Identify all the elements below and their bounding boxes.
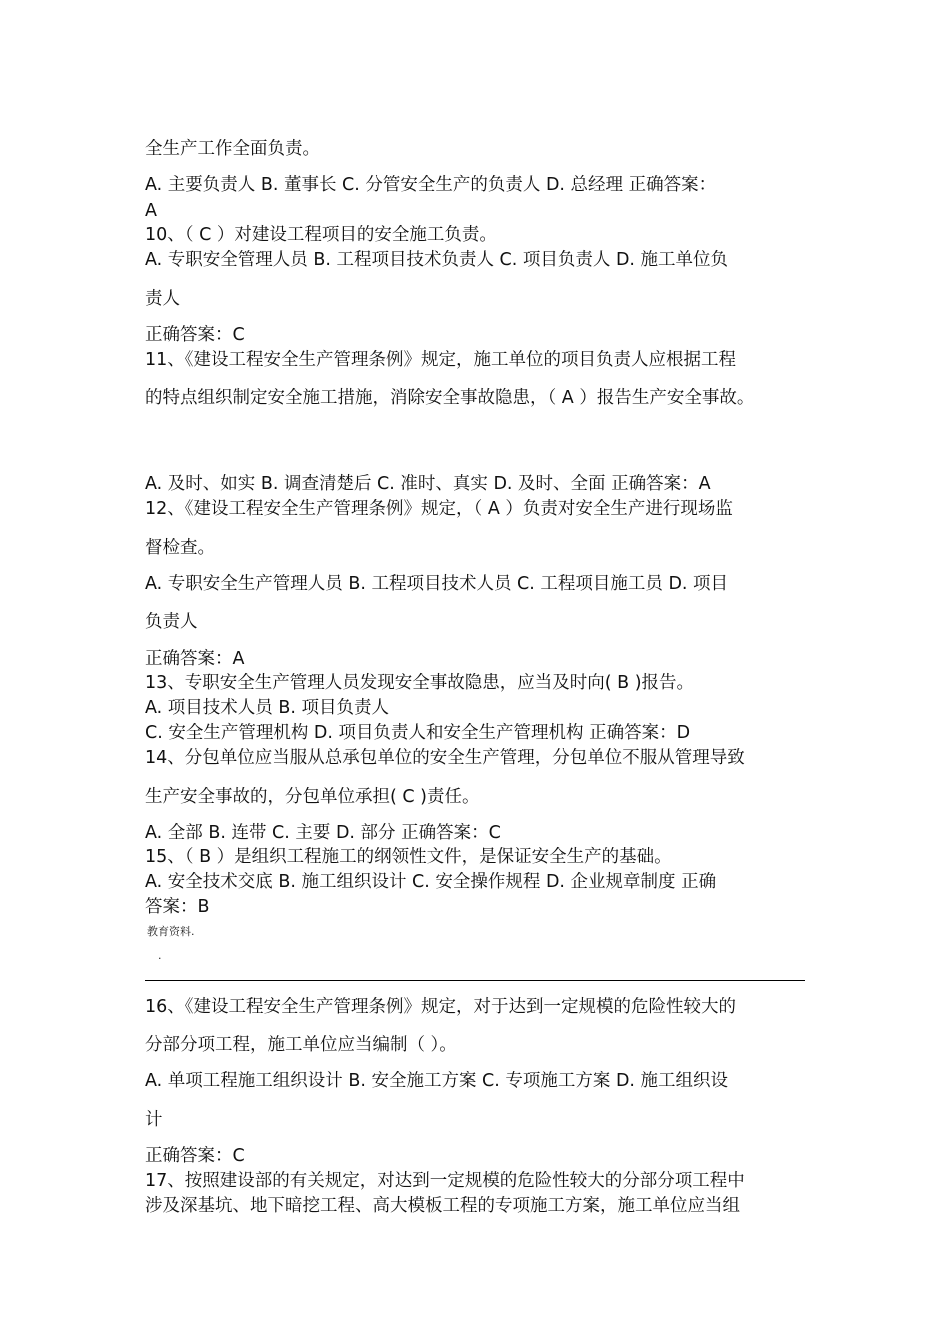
text-line: 责人 [145,289,180,309]
text-line: A. 及时、如实 B. 调查清楚后 C. 准时、真实 D. 及时、全面 正确答案：A [145,474,711,494]
text-line: 10、（ C ）对建设工程项目的安全施工负责。 [145,225,497,245]
text-line: 11、《建设工程安全生产管理条例》规定，施工单位的项目负责人应根据工程 [145,350,737,370]
text-line: 正确答案：C [145,325,245,345]
text-line: 计 [145,1110,163,1130]
text-line: A. 主要负责人 B. 董事长 C. 分管安全生产的负责人 D. 总经理 正确答案： [145,175,717,195]
text-line: 涉及深基坑、地下暗挖工程、高大模板工程的专项施工方案，施工单位应当组 [145,1196,740,1216]
text-line: C. 安全生产管理机构 D. 项目负责人和安全生产管理机构 正确答案：D [145,723,691,743]
text-line: A. 专职安全管理人员 B. 工程项目技术负责人 C. 项目负责人 D. 施工单位负 [145,250,729,270]
text-line: 15、（ B ）是组织工程施工的纲领性文件，是保证安全生产的基础。 [145,847,672,867]
text-line: 12、《建设工程安全生产管理条例》规定，（ A ）负责对安全生产进行现场监 [145,499,733,519]
text-line: A. 全部 B. 连带 C. 主要 D. 部分 正确答案：C [145,823,501,843]
text-line: 的特点组织制定安全施工措施，消除安全事故隐患，（ A ）报告生产安全事故。 [145,388,755,408]
text-line: 全生产工作全面负责。 [145,139,320,159]
text-line: 答案：B [145,897,210,917]
text-line: A [145,201,157,221]
text-line: 督检查。 [145,538,215,558]
footer-dot: . [158,949,162,962]
text-line: A. 项目技术人员 B. 项目负责人 [145,698,389,718]
text-line: 正确答案：A [145,649,245,669]
text-line: 17、按照建设部的有关规定，对达到一定规模的危险性较大的分部分项工程中 [145,1171,745,1191]
footer-note: 教育资料. [147,925,195,938]
text-line: A. 专职安全生产管理人员 B. 工程项目技术人员 C. 工程项目施工员 D. 项目 [145,574,729,594]
page-divider [145,980,805,981]
text-line: 负责人 [145,612,198,632]
text-line: A. 单项工程施工组织设计 B. 安全施工方案 C. 专项施工方案 D. 施工组织设 [145,1071,729,1091]
text-line: 14、分包单位应当服从总承包单位的安全生产管理，分包单位不服从管理导致 [145,748,745,768]
text-line: 正确答案：C [145,1146,245,1166]
text-line: A. 安全技术交底 B. 施工组织设计 C. 安全操作规程 D. 企业规章制度 正确 [145,872,717,892]
text-line: 生产安全事故的，分包单位承担( C )责任。 [145,787,480,807]
text-line: 分部分项工程，施工单位应当编制（ ）。 [145,1035,457,1055]
text-line: 16、《建设工程安全生产管理条例》规定，对于达到一定规模的危险性较大的 [145,997,737,1017]
text-line: 13、专职安全生产管理人员发现安全事故隐患，应当及时向( B )报告。 [145,673,695,693]
